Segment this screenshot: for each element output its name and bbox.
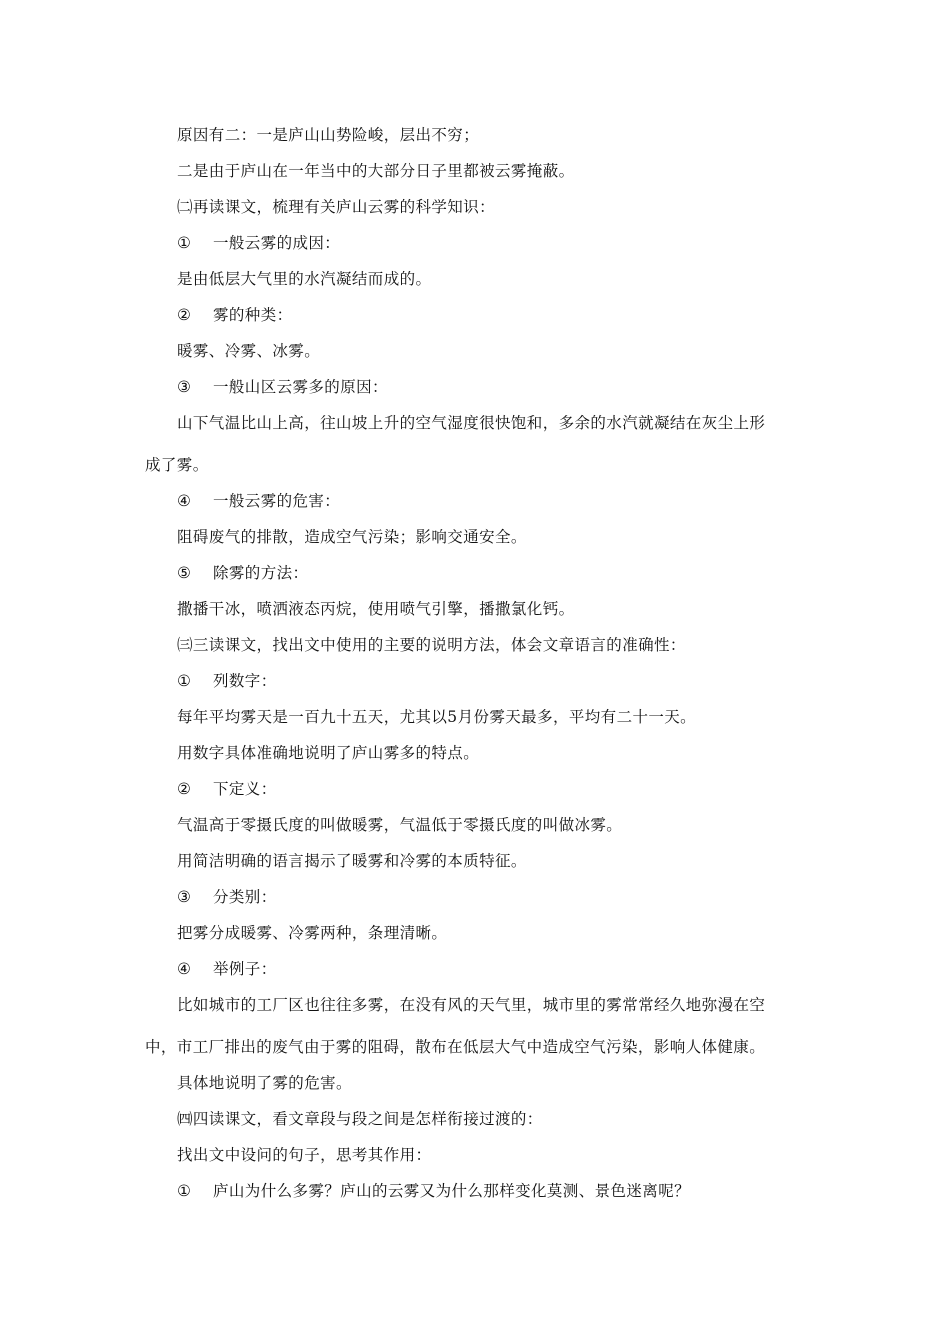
list-item xyxy=(177,779,277,799)
section-heading: ㈢三读课文，找出文中使用的主要的说明方法，体会文章语言的准确性： xyxy=(177,636,686,654)
text-line: 气温高于零摄氏度的叫做暖雾，气温低于零摄氏度的叫做冰雾。 xyxy=(177,816,623,834)
list-item-label: 列数字： xyxy=(213,672,277,690)
list-marker: ② xyxy=(177,780,192,798)
list-item-label: 一般云雾的成因： xyxy=(213,234,341,252)
section-heading: ㈡再读课文，梳理有关庐山云雾的科学知识： xyxy=(177,198,496,216)
text-line: 把雾分成暖雾、冷雾两种，条理清晰。 xyxy=(177,924,448,942)
list-item xyxy=(177,233,340,253)
text-line: 用简洁明确的语言揭示了暖雾和冷雾的本质特征。 xyxy=(177,852,527,870)
list-item xyxy=(177,491,340,511)
list-item xyxy=(177,305,293,325)
text-line: 具体地说明了雾的危害。 xyxy=(177,1074,352,1092)
list-item-label: 分类别： xyxy=(213,888,277,906)
list-marker: ⑤ xyxy=(177,564,192,582)
list-marker: ③ xyxy=(177,888,192,906)
text-line: 用数字具体准确地说明了庐山雾多的特点。 xyxy=(177,744,480,762)
list-marker: ③ xyxy=(177,378,192,396)
text-line: 山下气温比山上高，往山坡上升的空气湿度很快饱和，多余的水汽就凝结在灰尘上形 xyxy=(177,414,766,432)
list-item-label: 一般山区云雾多的原因： xyxy=(213,378,388,396)
list-item xyxy=(177,377,388,397)
text-line: 暖雾、冷雾、冰雾。 xyxy=(177,342,321,360)
list-item-label: 除雾的方法： xyxy=(213,564,309,582)
text-line: 中，市工厂排出的废气由于雾的阻碍，散布在低层大气中造成空气污染，影响人体健康。 xyxy=(145,1038,766,1056)
list-item xyxy=(177,959,277,979)
list-marker: ④ xyxy=(177,960,192,978)
list-item-label: 下定义： xyxy=(213,780,277,798)
text-line: 找出文中设问的句子，思考其作用： xyxy=(177,1146,432,1164)
list-item xyxy=(177,671,277,691)
text-line: 每年平均雾天是一百九十五天，尤其以5月份雾天最多，平均有二十一天。 xyxy=(177,708,697,726)
text-line: 是由低层大气里的水汽凝结而成的。 xyxy=(177,270,432,288)
text-line: 成了雾。 xyxy=(145,456,209,474)
list-item-label: 庐山为什么多雾？庐山的云雾又为什么那样变化莫测、景色迷离呢？ xyxy=(213,1182,691,1200)
list-marker: ① xyxy=(177,672,192,690)
list-marker: ① xyxy=(177,1182,192,1200)
list-item-label: 一般云雾的危害： xyxy=(213,492,341,510)
list-item xyxy=(177,1181,690,1201)
text-line: 阻碍废气的排散，造成空气污染；影响交通安全。 xyxy=(177,528,527,546)
list-marker: ④ xyxy=(177,492,192,510)
text-line: 二是由于庐山在一年当中的大部分日子里都被云雾掩蔽。 xyxy=(177,162,575,180)
list-item-label: 举例子： xyxy=(213,960,277,978)
text-line: 撒播干冰，喷洒液态丙烷，使用喷气引擎，播撒氯化钙。 xyxy=(177,600,575,618)
list-item xyxy=(177,887,277,907)
list-marker: ① xyxy=(177,234,192,252)
list-item-label: 雾的种类： xyxy=(213,306,293,324)
text-line: 比如城市的工厂区也往往多雾，在没有风的天气里，城市里的雾常常经久地弥漫在空 xyxy=(177,996,766,1014)
section-heading: ㈣四读课文，看文章段与段之间是怎样衔接过渡的： xyxy=(177,1110,543,1128)
list-marker: ② xyxy=(177,306,192,324)
text-line: 原因有二：一是庐山山势险峻，层出不穷； xyxy=(177,126,480,144)
list-item xyxy=(177,563,308,583)
